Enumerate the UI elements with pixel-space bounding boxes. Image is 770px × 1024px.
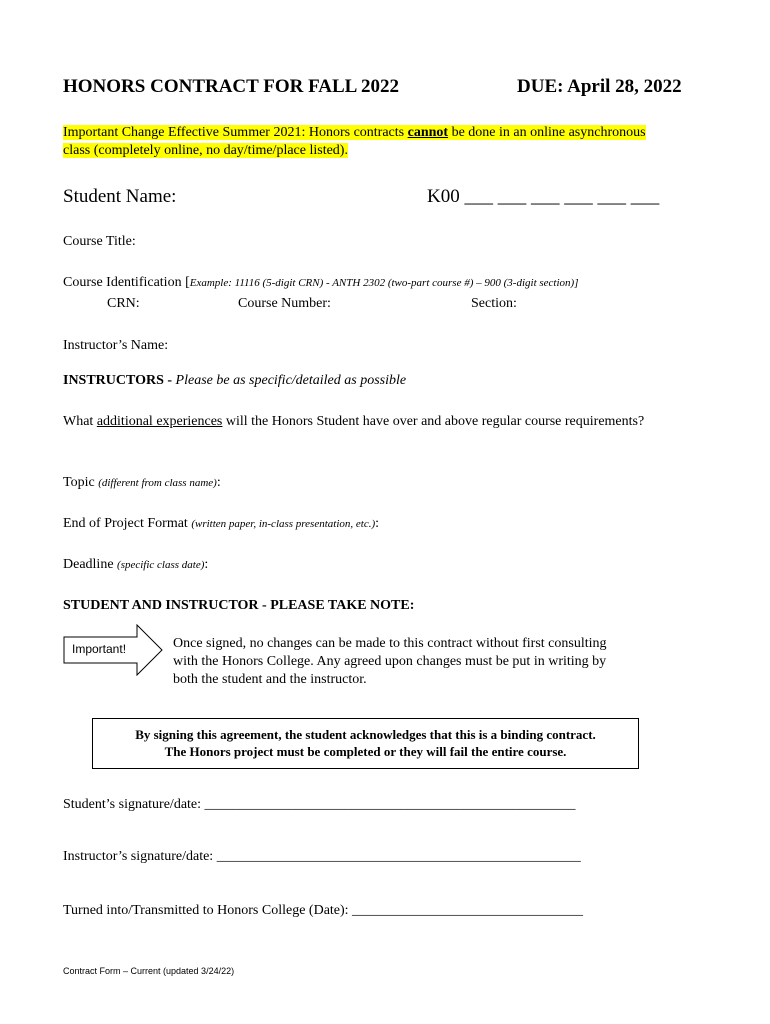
student-id-label: K00 ___ ___ ___ ___ ___ ___ [427,186,660,207]
turned-in-date-field[interactable]: Turned into/Transmitted to Honors College (Date): _________________________________ [63,903,584,918]
important-arrow-label: Important! [72,642,127,656]
course-title-label: Course Title: [63,234,136,249]
note-text-line-1: Once signed, no changes can be made to this contract without first consulting [173,636,607,651]
topic-colon: : [216,475,221,490]
question-underlined: additional experiences [96,414,223,429]
course-number-label: Course Number: [238,296,331,311]
due-date: DUE: April 28, 2022 [517,76,682,97]
deadline-label: Deadline [63,557,118,572]
footer-text: Contract Form – Current (updated 3/24/22) [63,966,235,976]
course-ident-label: Course Identification [ [63,275,190,290]
section-label: Section: [471,296,517,311]
topic-hint: (different from class name) [98,477,217,489]
crn-label: CRN: [107,296,140,311]
online-notice [63,124,713,160]
question-text-a: What [63,414,97,429]
student-signature-field[interactable]: Student’s signature/date: _____________________________________________________ [63,797,576,812]
form-title: HONORS CONTRACT FOR FALL 2022 [63,76,400,97]
format-label: End of Project Format [63,516,192,531]
notice-cannot: cannot [407,125,449,140]
note-text [173,635,653,689]
deadline-hint: (specific class date) [117,559,205,571]
topic-label: Topic [63,475,99,490]
instructors-heading-bold: INSTRUCTORS - [63,373,176,388]
instructor-signature-field[interactable]: Instructor’s signature/date: ____________________________________________________ [63,849,581,864]
binding-agreement-box [92,718,639,769]
note-text-line-3: both the student and the instructor. [173,672,367,687]
deadline-colon: : [204,557,209,572]
notice-text-a: Important Change Effective Summer 2021: Honors contracts [63,125,408,140]
project-format-field [63,515,379,533]
question-text-b: will the Honors Student have over and above regular course requirements? [222,414,645,429]
topic-field [63,474,221,492]
student-name-label: Student Name: [63,186,177,207]
agreement-line-2: The Honors project must be completed or they will fail the entire course. [164,744,567,759]
course-ident-example: Example: 11116 (5-digit CRN) - ANTH 2302 (two-part course #) – 900 (3-digit section)] [189,277,579,289]
notice-line-2: class (completely online, no day/time/place listed). [63,143,348,158]
deadline-field [63,556,208,574]
instructors-heading-italic: Please be as specific/detailed as possible [175,373,407,388]
format-hint: (written paper, in-class presentation, etc.) [191,518,376,530]
instructor-name-label: Instructor’s Name: [63,338,169,353]
additional-experiences-question [63,413,644,431]
agreement-line-1: By signing this agreement, the student acknowledges that this is a binding contract. [135,727,596,742]
notice-text-c: be done in an online asynchronous [448,125,646,140]
format-colon: : [375,516,380,531]
take-note-heading: STUDENT AND INSTRUCTOR - PLEASE TAKE NOTE: [63,598,415,613]
instructors-heading [63,372,406,390]
course-identification [63,274,578,292]
note-text-line-2: with the Honors College. Any agreed upon changes must be put in writing by [173,654,607,669]
